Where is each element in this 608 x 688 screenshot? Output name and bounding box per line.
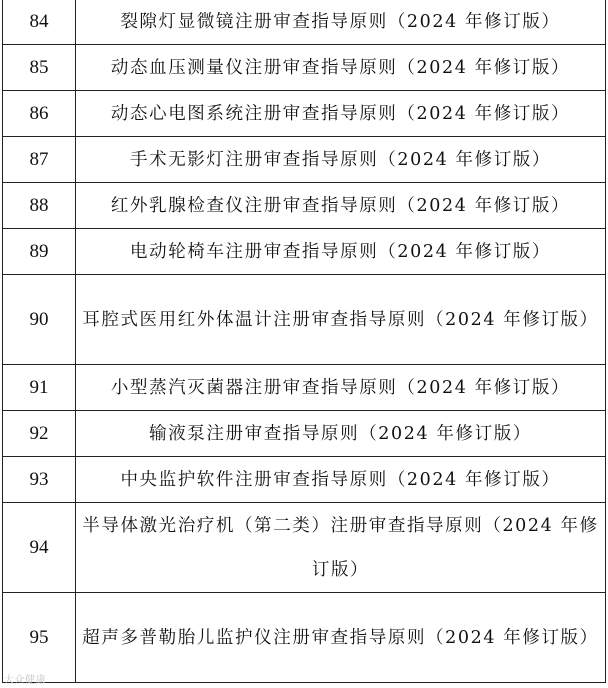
row-title: 手术无影灯注册审查指导原则（2024 年修订版） (76, 137, 606, 183)
row-number: 94 (3, 503, 76, 593)
row-title: 超声多普勒胎儿监护仪注册审查指导原则（2024 年修订版） (76, 593, 606, 683)
row-number: 93 (3, 457, 76, 503)
table-row (3, 365, 606, 411)
row-number: 91 (3, 365, 76, 411)
row-number: 90 (3, 275, 76, 365)
table-row (3, 137, 606, 183)
table-row (3, 229, 606, 275)
row-number: 85 (3, 45, 76, 91)
row-title: 半导体激光治疗机（第二类）注册审查指导原则（2024 年修订版） (76, 503, 606, 593)
table-row (3, 91, 606, 137)
row-title: 动态心电图系统注册审查指导原则（2024 年修订版） (76, 91, 606, 137)
table-row (3, 411, 606, 457)
guideline-table (2, 0, 606, 683)
table-row (3, 503, 606, 593)
row-number: 89 (3, 229, 76, 275)
row-title: 动态血压测量仪注册审查指导原则（2024 年修订版） (76, 45, 606, 91)
table-row (3, 183, 606, 229)
row-title: 耳腔式医用红外体温计注册审查指导原则（2024 年修订版） (76, 275, 606, 365)
row-number: 92 (3, 411, 76, 457)
table-row (3, 45, 606, 91)
row-number: 84 (3, 0, 76, 45)
table-row (3, 593, 606, 683)
row-number: 88 (3, 183, 76, 229)
table-row (3, 275, 606, 365)
row-title: 电动轮椅车注册审查指导原则（2024 年修订版） (76, 229, 606, 275)
row-number: 86 (3, 91, 76, 137)
row-number: 87 (3, 137, 76, 183)
row-title: 裂隙灯显微镜注册审查指导原则（2024 年修订版） (76, 0, 606, 45)
row-title: 输液泵注册审查指导原则（2024 年修订版） (76, 411, 606, 457)
table-row (3, 457, 606, 503)
row-title: 中央监护软件注册审查指导原则（2024 年修订版） (76, 457, 606, 503)
table-row (3, 0, 606, 45)
watermark-logo: 大众健康 (4, 675, 46, 686)
row-title: 红外乳腺检查仪注册审查指导原则（2024 年修订版） (76, 183, 606, 229)
row-number: 95 (3, 593, 76, 683)
row-title: 小型蒸汽灭菌器注册审查指导原则（2024 年修订版） (76, 365, 606, 411)
